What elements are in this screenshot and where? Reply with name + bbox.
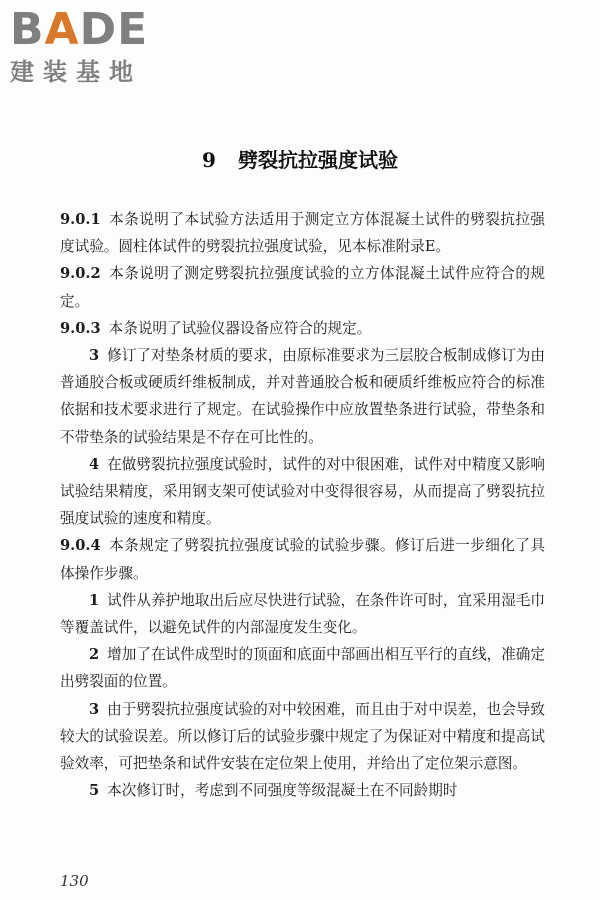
item-4-alignment [60,451,545,533]
body-text [60,206,545,804]
item-3-positioning [60,696,545,778]
chapter-number: 9 [202,148,216,172]
item-1-curing [60,587,545,641]
page-number: 130 [60,872,89,890]
item-5-revision [60,777,545,804]
logo-wordmark: BADE [10,4,149,55]
clause-text: 本条规定了劈裂抗拉强度试验的试验步骤。修订后进一步细化了具体操作步骤。 [60,537,545,582]
clause-text: 本条说明了试验仪器设备应符合的规定。 [108,319,372,337]
item-text: 本次修订时，考虑到不同强度等级混凝土在不同龄期时 [107,782,458,800]
bade-logo [10,6,180,86]
item-number: 2 [89,646,100,664]
clause-label: 9.0.4 [60,537,101,555]
clause-label: 9.0.1 [60,211,101,228]
item-text: 增加了在试件成型时的顶面和底面中部画出相互平行的直线，准确定出劈裂面的位置。 [60,646,545,691]
clause-9-0-2 [60,260,545,314]
logo-subtitle: 建装基地 [10,58,142,86]
item-text: 修订了对垫条材质的要求，由原标准要求为三层胶合板制成修订为由普通胶合板或硬质纤维板制成，并对普通胶合板和硬质纤维板应符合的标准依据和技术要求进行了规定。在试验操作中应放置垫条进行试验，带垫条和不带垫条的试验结果是不存在可比性的。 [60,347,545,446]
chapter-title [0,144,600,173]
clause-label: 9.0.3 [60,319,101,337]
item-text: 由于劈裂抗拉强度试验的对中较困难，而且由于对中误差，也会导致较大的试验误差。所以修订后的试验步骤中规定了为保证对中精度和提高试验效率，可把垫条和试件安装在定位架上使用，并给出了定位架示意图。 [60,700,545,773]
item-number: 5 [89,782,100,800]
clause-text: 本条说明了本试验方法适用于测定立方体混凝土试件的劈裂抗拉强度试验。圆柱体试件的劈裂抗拉强度试验，见本标准附录E。 [60,211,545,256]
item-2-lines [60,641,545,695]
clause-9-0-3 [60,315,545,342]
item-text: 试件从养护地取出后应尽快进行试验，在条件许可时，宜采用湿毛巾等覆盖试件，以避免试件的内部湿度发生变化。 [60,591,545,637]
item-number: 3 [89,700,100,718]
item-number: 3 [89,347,100,365]
clause-text: 本条说明了测定劈裂抗拉强度试验的立方体混凝土试件应符合的规定。 [60,265,545,310]
clause-9-0-1 [60,206,545,260]
item-number: 4 [89,455,100,473]
item-number: 1 [89,591,100,609]
clause-label: 9.0.2 [60,265,101,283]
item-3-materials [60,342,545,451]
item-text: 在做劈裂抗拉强度试验时，试件的对中很困难，试件对中精度又影响试验结果精度，采用钢支架可使试验对中变得很容易，从而提高了劈裂抗拉强度试验的速度和精度。 [60,455,545,528]
clause-9-0-4 [60,532,545,586]
chapter-title-text: 劈裂抗拉强度试验 [237,148,398,172]
